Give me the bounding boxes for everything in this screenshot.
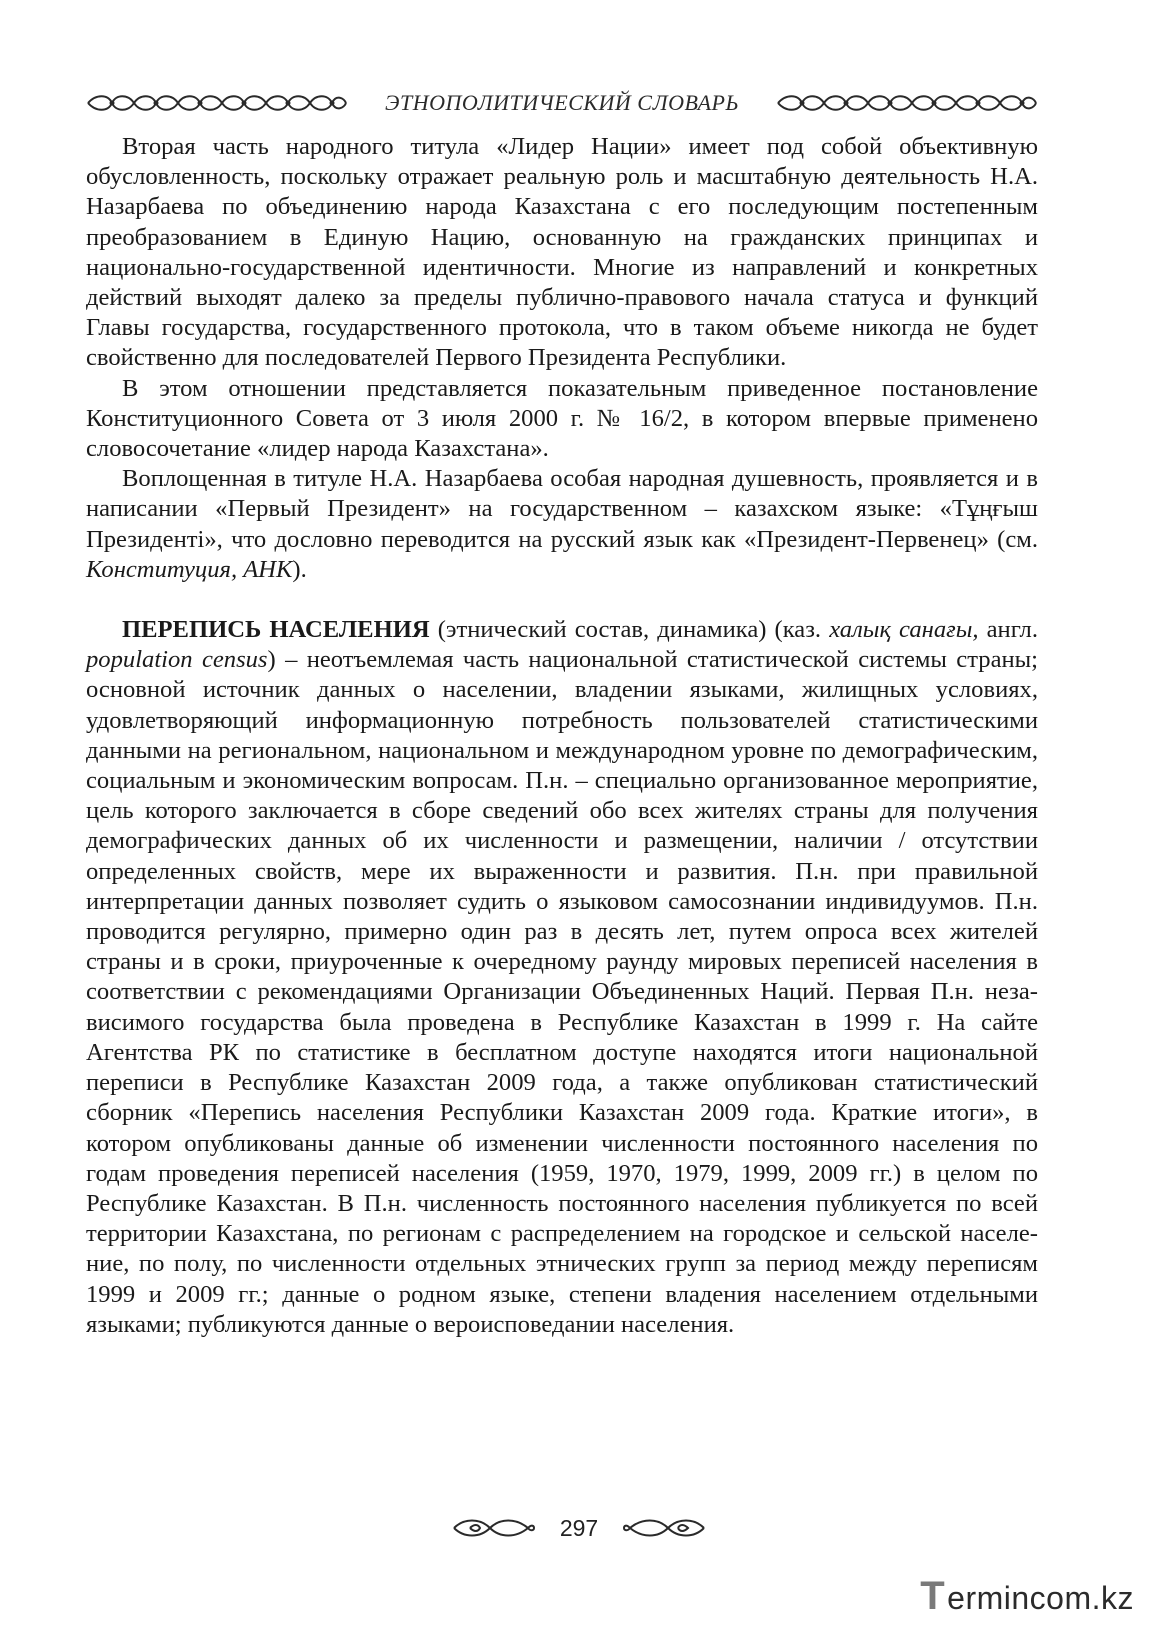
entry-kazakh-term: халық санағы, (829, 616, 979, 644)
dictionary-entry-census (86, 615, 1038, 1340)
entry-english-term: population census (86, 646, 268, 674)
watermark-domain: m.kz (1064, 1580, 1134, 1616)
page-number: 297 (559, 1514, 599, 1541)
ornament-right-icon (776, 92, 1038, 114)
paragraph-constitutional-council: В этом отношении представляется показательным приведенное постановление Конституционного Совета от 3 июля 2000 г. № 16/2, в котором впервые применено словосочетание «лидер народа Казахстана». (86, 374, 1038, 463)
swirl-left-icon (450, 1516, 536, 1540)
entry-qualifier: (этнический состав, динамика) (каз. (429, 616, 830, 644)
cross-reference: Конституция, АНК (86, 555, 293, 583)
termincom-watermark (920, 1574, 1134, 1619)
paragraph-text: Воплощенная в титуле Н.А. Назарбаева особая народная душевность, проявляется и в написании «Первый Президент» на государственном – казахском языке: «Тұңғыш Президенті», что дословно переводится на русский язык как «Президент-Первенец» (см. (86, 465, 1038, 553)
paragraph-leader-title: Вторая часть народного титула «Лидер Нации» имеет под собой объективную обусловленность, поскольку отражает реальную роль и масштабную деятельность Н.А. Назарбаева по объединению народа Казахстана с его последующим постепенным преобразованием в Единую Нацию, основанную на гражданских принципах и национально-государственной идентичности. Многие из направлений и конкретных действий выходят далеко за пределы публично-правового начала статуса и функций Главы государства, государственного протокола, что в таком объеме никогда не будет свойственно для последователей Первого Президента Республики. (86, 133, 1038, 372)
watermark-magnifier: o (1046, 1580, 1065, 1616)
paragraph-text-end: ). (292, 555, 307, 583)
entry-lang-label: англ. (978, 616, 1038, 644)
running-header-title: ЭТНОПОЛИТИЧЕСКИЙ СЛОВАРЬ (385, 90, 739, 115)
page-header (86, 86, 1038, 120)
watermark-text: erminc (947, 1580, 1047, 1616)
watermark-letter-t: T (920, 1574, 946, 1618)
entry-definition: ) – неотъемлемая часть национальной статистической системы страны; основной источник данных о населении, владении языками, жилищных условиях, удовлетворяющий информационную потребность пользователей статистическими данными на региональном, национальном и международном уровне по демографическим, социальным и экономическим вопросам. П.н. – специально организованное мероприятие, цель которого заключается в сборе сведений обо всех жителях страны для получения демографических данных об их численности и размещении, наличии / отсутствии определенных свойств, мере их выраженности и развития. П.н. при правильной интерпретации данных позволяет судить о языковом самосознании индивидуумов. П.н. проводится регулярно, примерно один раз в десять лет, путем опроса всех жителей страны и в сроки, приуроченные к очередному раунду мировых переписей населения в соответствии с рекомендациями Организации Объединенных Наций. Первая П.н. независимого государства была проведена в Республике Казахстан в 1999 г. На сайте Агентства РК по статистике в бесплатном доступе находятся итоги национальной переписи в Республике Казахстан 2009 года, а также опубликован статистический сборник «Перепись населения Республики Казахстан 2009 года. Краткие итоги», в котором опубликованы данные об изменении численности постоянного населения по годам проведения переписей населения (1959, 1970, 1979, 1999, 2009 гг.) в целом по Республике Казахстан. В П.н. численность постоянного населения публикуется по всей территории Казахстана, по регионам с распределением на городское и сельской население, по полу, по численности отдельных этнических групп за период между переписям 1999 и 2009 гг.; данные о родном языке, степени владения населением отдельными языками; публикуются данные о вероисповедании населения. (86, 646, 1039, 1338)
page-body (86, 132, 1038, 1340)
page-footer (0, 1510, 1158, 1546)
entry-term: ПЕРЕПИСЬ НАСЕЛЕНИЯ (122, 616, 430, 644)
ornament-left-icon (86, 92, 348, 114)
paragraph-first-president (86, 464, 1038, 585)
swirl-right-icon (622, 1516, 708, 1540)
